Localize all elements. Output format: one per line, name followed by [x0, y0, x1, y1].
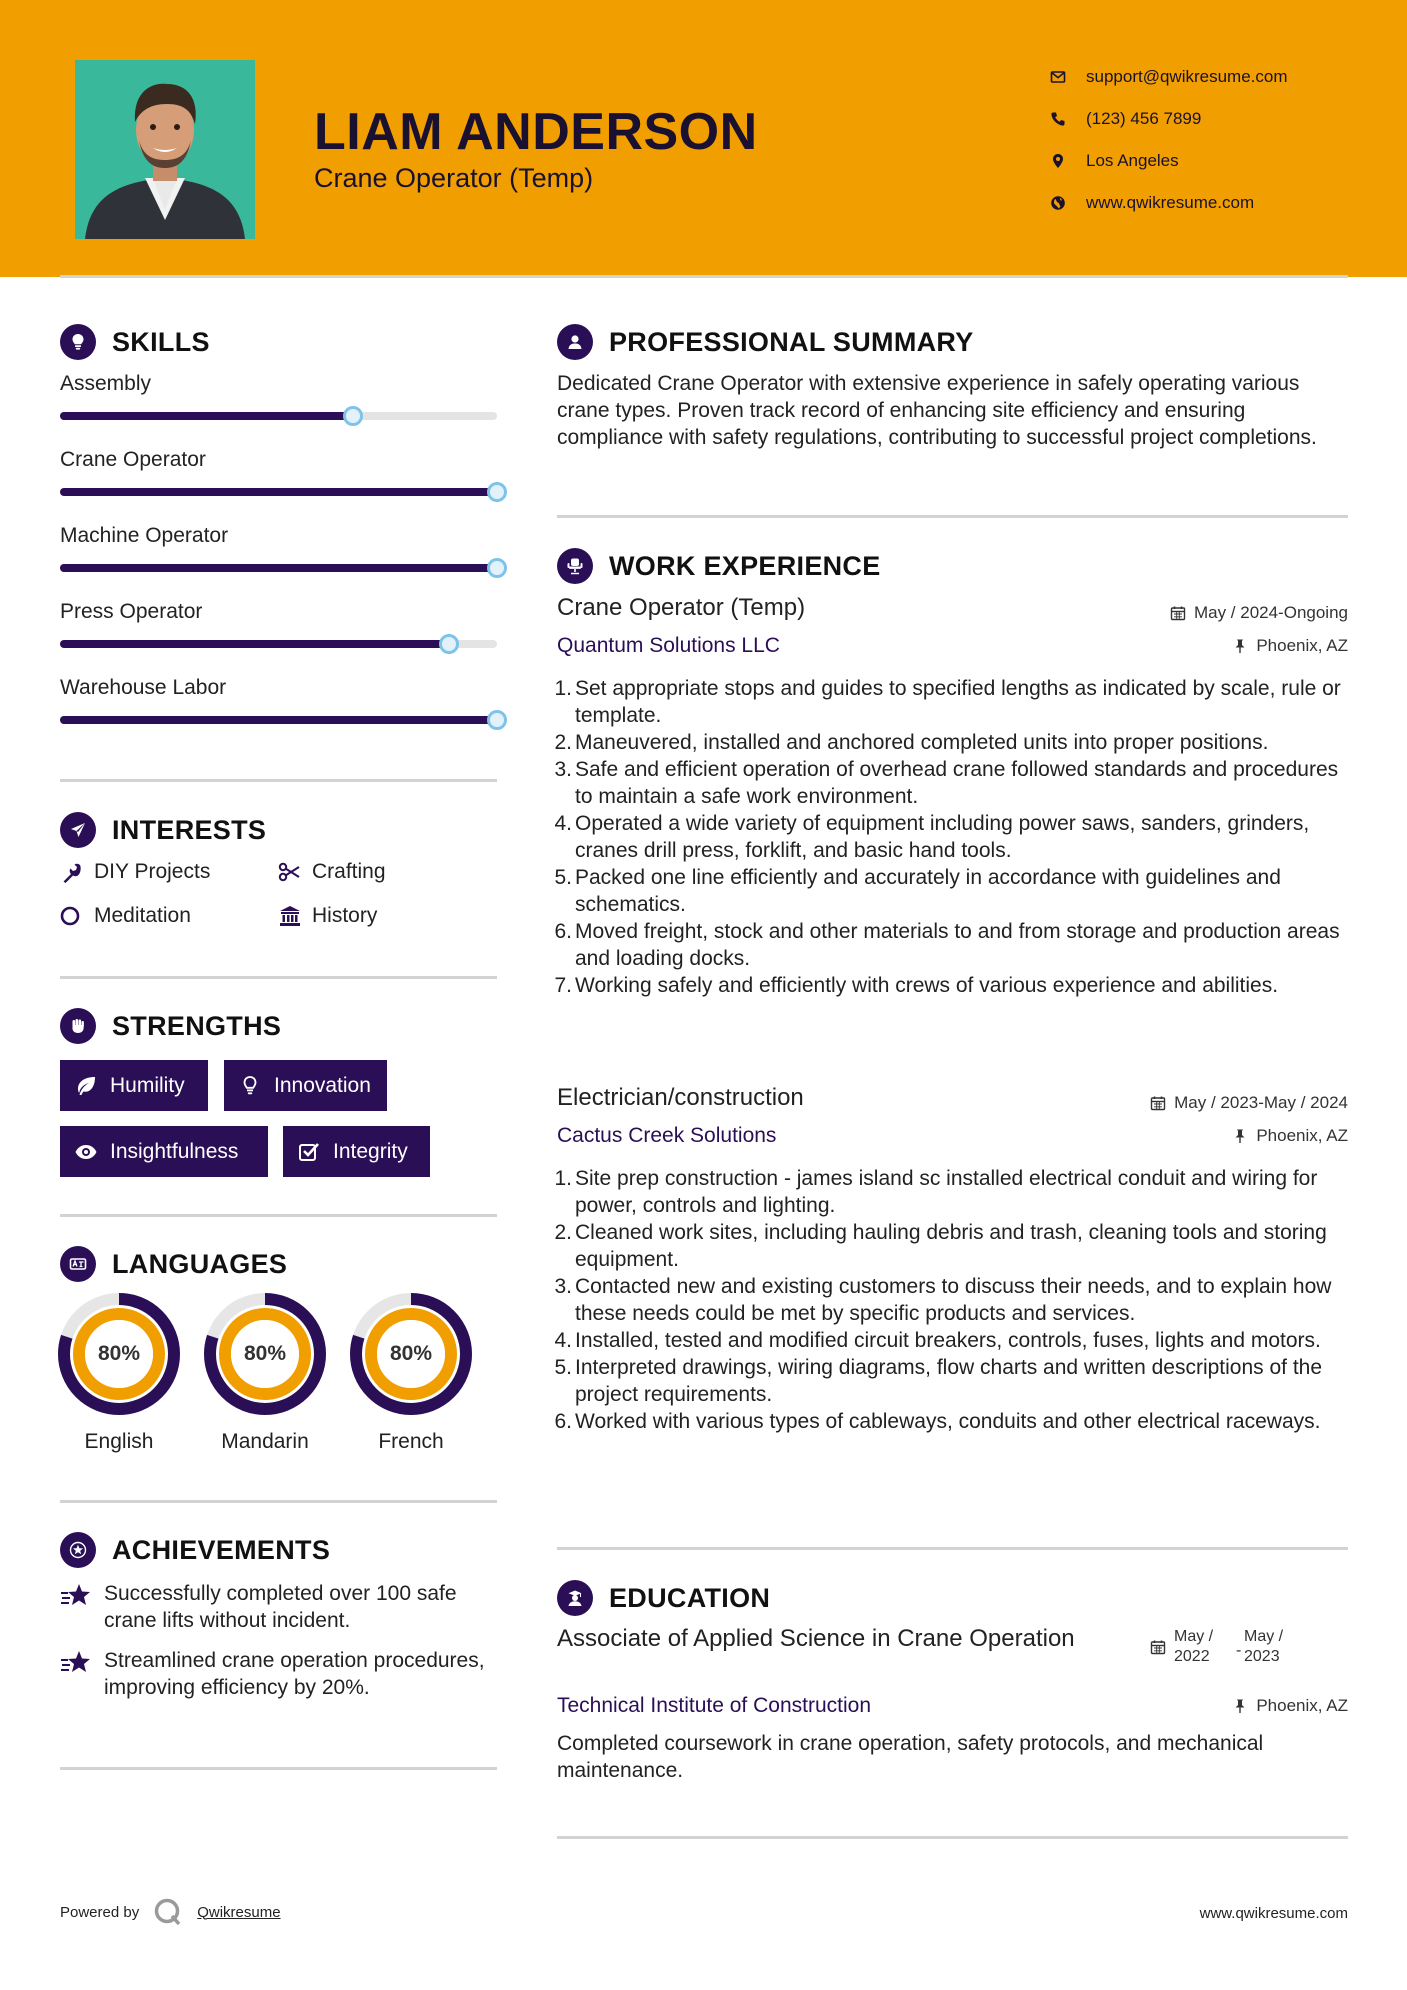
strength-label: Innovation — [274, 1073, 371, 1097]
achievement-item — [60, 1580, 500, 1634]
skill-label: Crane Operator — [60, 448, 206, 471]
job-bullet — [554, 1165, 1355, 1219]
footer-website[interactable]: www.qwikresume.com — [1199, 1905, 1348, 1922]
profile-photo — [75, 60, 255, 239]
fist-badge-icon — [60, 1008, 96, 1044]
section-divider — [557, 1547, 1348, 1550]
eye-icon — [74, 1140, 98, 1164]
interest-crafting — [278, 860, 386, 884]
star-badge-icon — [60, 1532, 96, 1568]
shooting-star-icon — [60, 1649, 92, 1677]
footer-branding — [60, 1897, 281, 1927]
achievements-heading — [60, 1532, 330, 1568]
contact-email[interactable] — [1050, 56, 1370, 98]
contact-phone[interactable] — [1050, 98, 1370, 140]
interest-label: Meditation — [94, 904, 191, 927]
bullet-number: 3. — [554, 758, 572, 781]
phone-icon — [1050, 111, 1086, 127]
job-location-text: Phoenix, AZ — [1256, 636, 1348, 655]
languages-heading — [60, 1246, 287, 1282]
job-location — [1232, 636, 1348, 656]
interests-heading — [60, 812, 266, 848]
skill-bar-knob — [343, 406, 363, 426]
language-name: French — [378, 1430, 444, 1453]
education-school: Technical Institute of Construction — [557, 1694, 871, 1717]
job-bullet — [554, 918, 1355, 972]
date-line: 2023 — [1244, 1648, 1280, 1665]
job-bullet — [554, 1408, 1355, 1435]
contact-website-text: www.qwikresume.com — [1086, 193, 1255, 212]
section-divider — [60, 976, 497, 979]
job-bullet — [554, 1273, 1355, 1327]
contact-email-text: support@qwikresume.com — [1086, 67, 1288, 86]
language-mandarin — [203, 1292, 327, 1454]
bullet-text: Safe and efficient operation of overhead crane followed standards and procedures to maintain a safe work environment. — [575, 758, 1339, 808]
job-bullet — [554, 1354, 1355, 1408]
institution-icon — [278, 904, 302, 928]
user-badge-icon — [557, 324, 593, 360]
scissors-icon — [278, 860, 302, 884]
job-bullet-list — [554, 675, 1355, 999]
qwikresume-logo-icon — [153, 1897, 183, 1927]
language-name: Mandarin — [221, 1430, 309, 1453]
lightbulb-icon — [238, 1074, 262, 1098]
skill-warehouse-labor — [60, 676, 500, 700]
strength-innovation — [224, 1060, 387, 1111]
skill-bar-knob — [487, 482, 507, 502]
job-location-text: Phoenix, AZ — [1256, 1126, 1348, 1145]
bullet-text: Interpreted drawings, wiring diagrams, flow charts and written descriptions of the project requirements. — [575, 1356, 1323, 1406]
job-company: Cactus Creek Solutions — [557, 1124, 777, 1147]
skill-bar-track — [60, 412, 497, 420]
graduate-badge-icon — [557, 1580, 593, 1616]
job-bullet — [554, 810, 1355, 864]
experience-title: WORK EXPERIENCE — [609, 550, 881, 581]
contact-phone-text: (123) 456 7899 — [1086, 109, 1202, 128]
skill-bar-track — [60, 716, 497, 724]
job-bullet — [554, 675, 1355, 729]
interest-history — [278, 904, 377, 928]
bullet-number: 1. — [554, 677, 572, 700]
bullet-number: 5. — [554, 1356, 572, 1379]
job-company: Quantum Solutions LLC — [557, 634, 780, 657]
job-dates — [1170, 603, 1348, 623]
skill-bar-knob — [487, 710, 507, 730]
candidate-title: Crane Operator (Temp) — [314, 163, 594, 193]
experience-heading — [557, 548, 881, 584]
languages-title: LANGUAGES — [112, 1248, 288, 1279]
bullet-number: 6. — [554, 920, 572, 943]
education-location — [1232, 1696, 1348, 1716]
shooting-star-icon — [60, 1582, 92, 1610]
job-bullet — [554, 756, 1355, 810]
skill-bar-track — [60, 564, 497, 572]
skill-press-operator — [60, 600, 500, 624]
education-heading — [557, 1580, 770, 1616]
job-location — [1232, 1126, 1348, 1146]
skill-label: Machine Operator — [60, 524, 229, 547]
language-name: English — [84, 1430, 154, 1453]
date-separator: - — [1236, 1642, 1242, 1659]
language-english — [57, 1292, 181, 1454]
bullet-text: Cleaned work sites, including hauling debris and trash, cleaning tools and storing equipment. — [575, 1221, 1327, 1271]
language-french — [349, 1292, 473, 1454]
lightbulb-badge-icon — [60, 324, 96, 360]
paper-plane-badge-icon — [60, 812, 96, 848]
strength-label: Humility — [110, 1073, 185, 1097]
envelope-icon — [1050, 69, 1086, 85]
education-dates — [1150, 1627, 1300, 1667]
map-marker-icon — [1050, 153, 1086, 169]
skill-label: Press Operator — [60, 600, 203, 623]
skill-bar-fill — [60, 716, 497, 724]
interest-label: Crafting — [312, 860, 386, 883]
circle-icon — [60, 904, 84, 928]
section-divider — [60, 1214, 497, 1217]
strength-insightfulness — [60, 1126, 268, 1177]
bullet-number: 5. — [554, 866, 572, 889]
bullet-text: Packed one line efficiently and accurately in accordance with guidelines and schematics. — [575, 866, 1281, 916]
summary-text: Dedicated Crane Operator with extensive experience in safely operating various crane types. Proven track record of enhancing site efficiency and ensuring compliance with safety regulations, contributing to successful project completions. — [557, 372, 1317, 449]
bullet-text: Installed, tested and modified circuit breakers, controls, fuses, lights and motors. — [575, 1329, 1321, 1352]
leaf-icon — [74, 1074, 98, 1098]
job-bullet — [554, 1219, 1355, 1273]
job-bullet — [554, 972, 1355, 999]
bullet-number: 6. — [554, 1410, 572, 1433]
calendar-icon — [1150, 1095, 1166, 1111]
summary-heading — [557, 324, 974, 360]
skill-bar-knob — [439, 634, 459, 654]
bullet-text: Worked with various types of cableways, conduits and other electrical raceways. — [575, 1410, 1321, 1433]
skill-machine-operator — [60, 524, 500, 548]
achievement-item — [60, 1647, 500, 1701]
candidate-name: LIAM ANDERSON — [314, 103, 758, 161]
strength-label: Insightfulness — [110, 1139, 239, 1163]
interest-diy-projects — [60, 860, 210, 884]
interest-label: History — [312, 904, 378, 927]
education-location-text: Phoenix, AZ — [1256, 1696, 1348, 1715]
skill-bar-fill — [60, 488, 497, 496]
language-percent: 80% — [97, 1342, 141, 1365]
section-divider — [60, 1500, 497, 1503]
skill-label: Warehouse Labor — [60, 676, 227, 699]
powered-by-text: Powered by — [60, 1903, 140, 1921]
strengths-title: STRENGTHS — [112, 1010, 282, 1041]
job-title: Crane Operator (Temp) — [557, 594, 806, 621]
job-dates-text: May / 2024-Ongoing — [1193, 603, 1348, 622]
achievement-text: Streamlined crane operation procedures, improving efficiency by 20%. — [104, 1649, 485, 1699]
education-end-date — [1236, 1627, 1300, 1667]
pushpin-icon — [1232, 638, 1248, 654]
bullet-number: 2. — [554, 731, 572, 754]
bullet-number: 4. — [554, 1329, 572, 1352]
bullet-number: 7. — [554, 974, 572, 997]
skill-bar-fill — [60, 564, 497, 572]
education-start-date — [1174, 1627, 1244, 1667]
chair-badge-icon — [557, 548, 593, 584]
check-square-icon — [297, 1140, 321, 1164]
achievements-title: ACHIEVEMENTS — [112, 1534, 331, 1565]
education-title: EDUCATION — [609, 1582, 771, 1613]
job-bullet-list — [554, 1165, 1355, 1435]
section-divider — [557, 1836, 1348, 1839]
job-bullet — [554, 729, 1355, 756]
resume-header — [0, 0, 1407, 277]
date-line: May / — [1174, 1628, 1214, 1645]
pushpin-icon — [1232, 1698, 1248, 1714]
interest-meditation — [60, 904, 191, 928]
bullet-text: Operated a wide variety of equipment including power saws, sanders, grinders, cranes drill press, forklift, and basic hand tools. — [575, 812, 1310, 862]
bullet-number: 1. — [554, 1167, 572, 1190]
calendar-icon — [1170, 605, 1186, 621]
contact-location-text: Los Angeles — [1086, 151, 1179, 170]
education-description: Completed coursework in crane operation, safety protocols, and mechanical maintenance. — [557, 1732, 1264, 1782]
achievement-text: Successfully completed over 100 safe crane lifts without incident. — [104, 1582, 457, 1632]
skill-label: Assembly — [60, 372, 152, 395]
bullet-text: Moved freight, stock and other materials to and from storage and production areas and loading docks. — [575, 920, 1340, 970]
strength-integrity — [283, 1126, 430, 1177]
bullet-text: Maneuvered, installed and anchored completed units into proper positions. — [575, 731, 1269, 754]
skill-bar-track — [60, 488, 497, 496]
skills-title: SKILLS — [112, 326, 210, 357]
language-badge-icon — [60, 1246, 96, 1282]
language-percent: 80% — [389, 1342, 433, 1365]
bullet-text: Working safely and efficiently with crews of various experience and abilities. — [575, 974, 1279, 997]
skill-bar-fill — [60, 640, 449, 648]
header-divider — [60, 275, 1348, 278]
contact-website[interactable] — [1050, 182, 1370, 224]
bullet-number: 4. — [554, 812, 572, 835]
bullet-number: 3. — [554, 1275, 572, 1298]
date-line: 2022 — [1174, 1648, 1210, 1665]
section-divider — [60, 779, 497, 782]
strengths-heading — [60, 1008, 281, 1044]
contact-location — [1050, 140, 1370, 182]
job-bullet — [554, 1327, 1355, 1354]
bullet-text: Set appropriate stops and guides to specified lengths as indicated by scale, rule or template. — [575, 677, 1341, 727]
skill-crane-operator — [60, 448, 500, 472]
education-degree: Associate of Applied Science in Crane Operation — [557, 1625, 1075, 1652]
strength-label: Integrity — [333, 1139, 408, 1163]
wrench-icon — [60, 860, 84, 884]
calendar-icon — [1150, 1639, 1166, 1655]
job-dates — [1150, 1093, 1348, 1113]
strength-humility — [60, 1060, 208, 1111]
profile-photo-illustration — [75, 60, 255, 239]
job-dates-text: May / 2023-May / 2024 — [1174, 1093, 1348, 1112]
job-title: Electrician/construction — [557, 1084, 804, 1111]
skill-bar-fill — [60, 412, 353, 420]
pushpin-icon — [1232, 1128, 1248, 1144]
section-divider — [60, 1767, 497, 1770]
summary-title: PROFESSIONAL SUMMARY — [609, 326, 974, 357]
interest-label: DIY Projects — [94, 860, 211, 883]
skills-heading — [60, 324, 210, 360]
section-divider — [557, 515, 1348, 518]
bullet-text: Contacted new and existing customers to discuss their needs, and to explain how these needs could be met by specific products and services. — [575, 1275, 1332, 1325]
skill-bar-track — [60, 640, 497, 648]
brand-link[interactable]: Qwikresume — [197, 1903, 281, 1921]
globe-icon — [1050, 195, 1086, 211]
contact-info — [1050, 56, 1370, 224]
bullet-text: Site prep construction - james island sc installed electrical conduit and wiring for power, controls and lighting. — [575, 1167, 1318, 1217]
job-bullet — [554, 864, 1355, 918]
skill-bar-knob — [487, 558, 507, 578]
interests-title: INTERESTS — [112, 814, 267, 845]
date-line: May / — [1244, 1628, 1284, 1645]
bullet-number: 2. — [554, 1221, 572, 1244]
skill-assembly — [60, 372, 500, 396]
language-percent: 80% — [243, 1342, 287, 1365]
